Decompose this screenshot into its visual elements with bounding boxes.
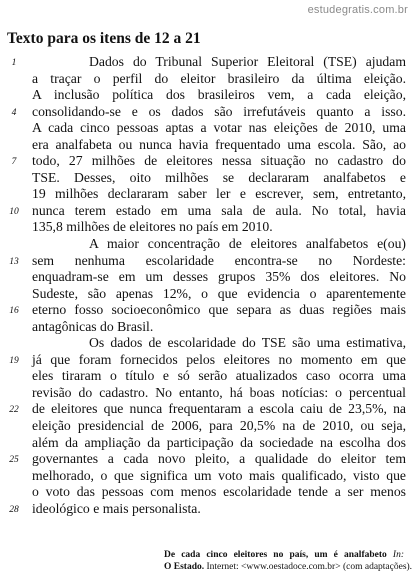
text-line (32, 418, 406, 435)
text-line (32, 286, 406, 303)
text-line (32, 468, 406, 485)
line-text: consolidando-se e os dados são irrefutáveis quanto a isso. (32, 103, 406, 119)
line-number: 1 (11, 58, 17, 68)
source-citation (164, 549, 413, 573)
text-line (11, 54, 406, 71)
line-text: a traçar o perfil do eleitor brasileiro da última eleição. (32, 70, 406, 86)
text-line (11, 103, 406, 121)
text-line (32, 87, 406, 104)
text-line (32, 368, 406, 385)
line-text: A cada cinco pessoas aptas a votar nas eleições de 2010, uma (32, 120, 406, 136)
line-number: 22 (9, 405, 19, 416)
line-text: TSE. Desses, oito milhões se declararam analfabetos e (32, 169, 406, 185)
text-line (32, 484, 406, 501)
line-text: Os dados de escolaridade do TSE são uma estimativa, (89, 335, 406, 351)
line-number: 10 (9, 206, 19, 217)
line-text: já que foram fornecidos pelos eleitores no momento em que (32, 351, 406, 367)
text-line (9, 202, 406, 220)
text-line (32, 71, 406, 88)
text-line (9, 500, 406, 518)
source-publication: O Estado. (164, 562, 205, 572)
line-text: todo, 27 milhões de eleitores nessa situação no cadastro do (32, 153, 406, 169)
line-text: eleição presidencial de 2006, para 20,5% na de 2010, ou seja, (32, 418, 406, 434)
text-line (11, 153, 406, 170)
line-text: 135,8 milhões de eleitores no país em 2010. (32, 219, 273, 235)
line-number: 19 (9, 355, 19, 366)
text-line (32, 120, 406, 137)
line-text: melhorado, o que significa um voto mais qualificado, visto que (32, 467, 406, 483)
line-text: de eleitores que nunca frequentaram a escola caiu de 23,5%, na (32, 401, 406, 417)
text-line (32, 236, 406, 253)
line-text: ideológico e mais personalista. (32, 500, 201, 516)
text-line (32, 219, 406, 236)
text-line (9, 302, 406, 319)
line-text: enquadram-se em um desses grupos 35% dos eleitores. No (32, 269, 406, 285)
line-number: 28 (9, 504, 19, 515)
passage-text (9, 54, 406, 517)
line-number: 7 (11, 157, 17, 168)
line-number: 16 (9, 306, 19, 317)
line-text: revisão do cadastro. No entanto, há boas notícias: o percentual (32, 384, 406, 400)
text-line (32, 186, 406, 203)
line-text: antagônicas do Brasil. (32, 318, 154, 334)
line-number: 13 (9, 256, 19, 267)
text-line (9, 401, 406, 418)
text-line (32, 170, 406, 187)
section-heading: Texto para os itens de 12 a 21 (7, 30, 201, 47)
text-line (9, 351, 406, 369)
text-line (32, 269, 406, 286)
line-text: A maior concentração de eleitores analfabetos e(ou) (89, 236, 406, 252)
line-number: 4 (11, 107, 17, 118)
text-line (9, 252, 406, 270)
line-text: além da ampliação da participação da sociedade na escolha dos (32, 434, 406, 450)
line-text: governantes a cada novo pleito, a qualidade do eleitor tem (32, 451, 406, 467)
line-text: Dados do Tribunal Superior Eleitoral (TSE) ajudam (89, 54, 406, 69)
source-title: De cada cinco eleitores no país, um é analfabeto (164, 550, 387, 560)
line-text: o voto das pessoas com menos escolaridade tende a ser menos (32, 484, 406, 500)
source-internet: Internet: <www.oestadoce.com.br> (com adaptações). (206, 562, 413, 572)
line-text: A inclusão política dos brasileiros vem, a cada eleição, (32, 87, 406, 103)
line-text: sem nenhuma escolaridade encontra-se no Nordeste: (32, 252, 406, 268)
line-text: eles tiraram o título e só serão atualizados caso ocorra uma (32, 368, 406, 384)
line-text: 19 milhões declararam saber ler e escrever, sem, entretanto, (32, 186, 406, 202)
text-line (32, 319, 406, 336)
line-text: Sudeste, são apenas 12%, o que evidencia o aparentemente (32, 285, 406, 301)
line-text: era analfabeta ou nunca havia frequentado uma escola. São, ao (32, 136, 406, 152)
text-line (32, 137, 406, 154)
text-line (32, 385, 406, 402)
text-line (32, 335, 406, 352)
text-line (32, 435, 406, 452)
source-in: In: (392, 550, 404, 560)
line-text: nunca terem estado em uma sala de aula. No total, havia (32, 202, 406, 218)
line-number: 25 (9, 455, 19, 466)
line-text: eterno fosso socioeconômico que separa as duas regiões mais (32, 302, 406, 318)
watermark: estudegratis.com.br (307, 4, 408, 16)
text-line (9, 451, 406, 468)
